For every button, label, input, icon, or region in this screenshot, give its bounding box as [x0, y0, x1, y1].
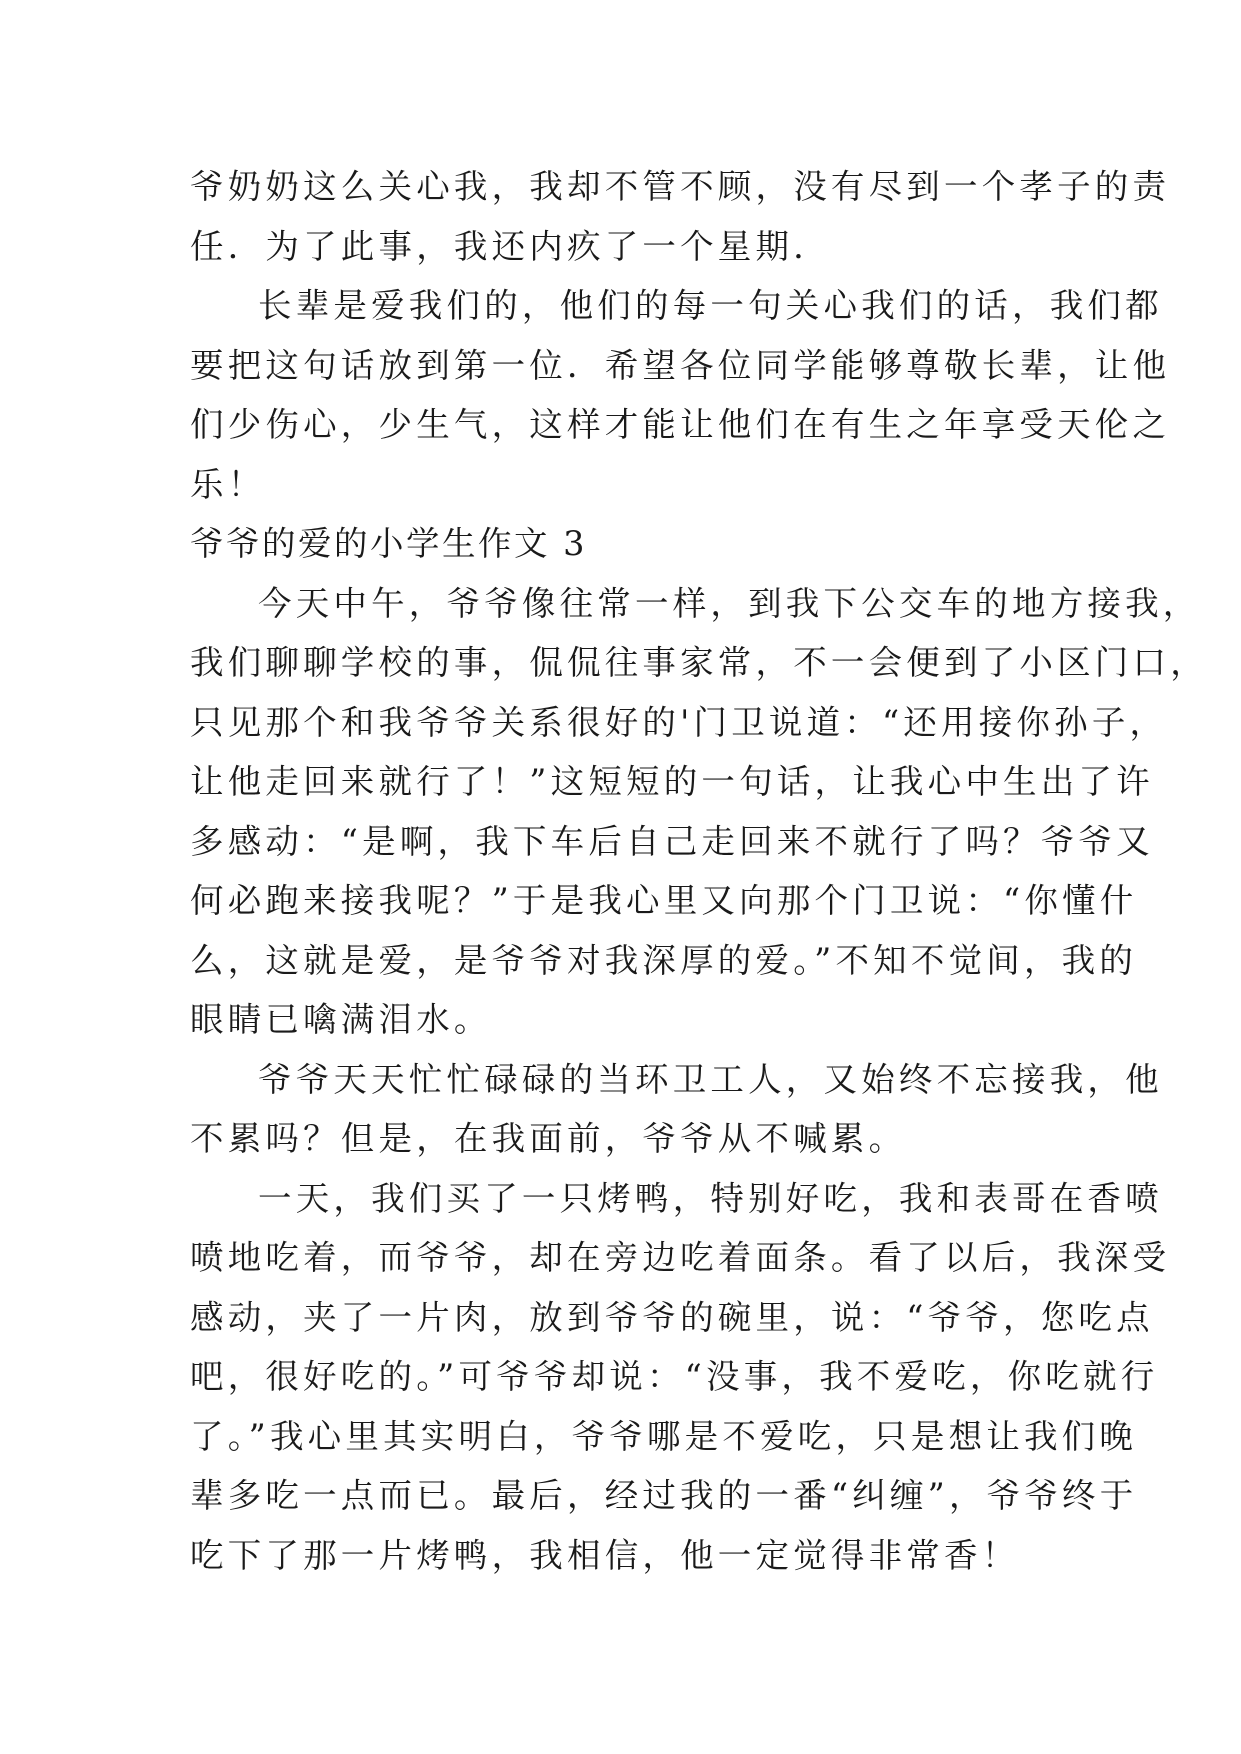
paragraph-start-line: 一天，我们买了一只烤鸭，特别好吃，我和表哥在香喷	[258, 1178, 1163, 1218]
text-line: 吃下了那一片烤鸭，我相信，他一定觉得非常香！	[190, 1535, 1020, 1575]
text-line: 么，这就是爱，是爷爷对我深厚的爱。”不知不觉间，我的	[190, 940, 1138, 980]
text-line: 吧，很好吃的。”可爷爷却说：“没事，我不爱吃，你吃就行	[190, 1357, 1159, 1396]
text-line: 只见那个和我爷爷关系很好的'门卫说道：“还用接你孙子，	[190, 702, 1168, 742]
text-line: 眼睛已噙满泪水。	[190, 1000, 492, 1039]
text-line: 感动，夹了一片肉，放到爷爷的碗里，说：“爷爷，您吃点	[190, 1297, 1154, 1337]
text-line: 让他走回来就行了！”这短短的一句话，让我心中生出了许	[190, 762, 1154, 801]
text-line: 任．为了此事，我还内疚了一个星期．	[190, 226, 831, 266]
text-line: 多感动：“是啊，我下车后自己走回来不就行了吗？爷爷又	[190, 821, 1154, 861]
text-line: 辈多吃一点而已。最后，经过我的一番“纠缠”，爷爷终于	[190, 1476, 1138, 1515]
text-line: 不累吗？但是，在我面前，爷爷从不喊累。	[190, 1119, 907, 1158]
text-line: 何必跑来接我呢？”于是我心里又向那个门卫说：“你懂什	[190, 881, 1138, 920]
text-line: 喷地吃着，而爷爷，却在旁边吃着面条。看了以后，我深受	[190, 1238, 1171, 1277]
text-line: 要把这句话放到第一位．希望各位同学能够尊敬长辈，让他	[190, 345, 1171, 385]
text-line: 乐！	[190, 464, 266, 504]
section-heading: 爷爷的爱的小学生作文 3	[190, 524, 587, 563]
text-line: 我们聊聊学校的事，侃侃往事家常，不一会便到了小区门口，	[190, 643, 1208, 682]
paragraph-start-line: 今天中午，爷爷像往常一样，到我下公交车的地方接我，	[258, 583, 1201, 623]
text-line: 们少伤心，少生气，这样才能让他们在有生之年享受天伦之	[190, 405, 1171, 444]
paragraph-start-line: 长辈是爱我们的，他们的每一句关心我们的话，我们都	[258, 286, 1163, 325]
document-page	[190, 157, 1208, 1585]
paragraph-start-line: 爷爷天天忙忙碌碌的当环卫工人，又始终不忘接我，他	[258, 1059, 1163, 1099]
text-line: 了。”我心里其实明白，爷爷哪是不爱吃，只是想让我们晚	[190, 1416, 1138, 1456]
text-line: 爷奶奶这么关心我，我却不管不顾，没有尽到一个孝子的责	[190, 167, 1171, 206]
